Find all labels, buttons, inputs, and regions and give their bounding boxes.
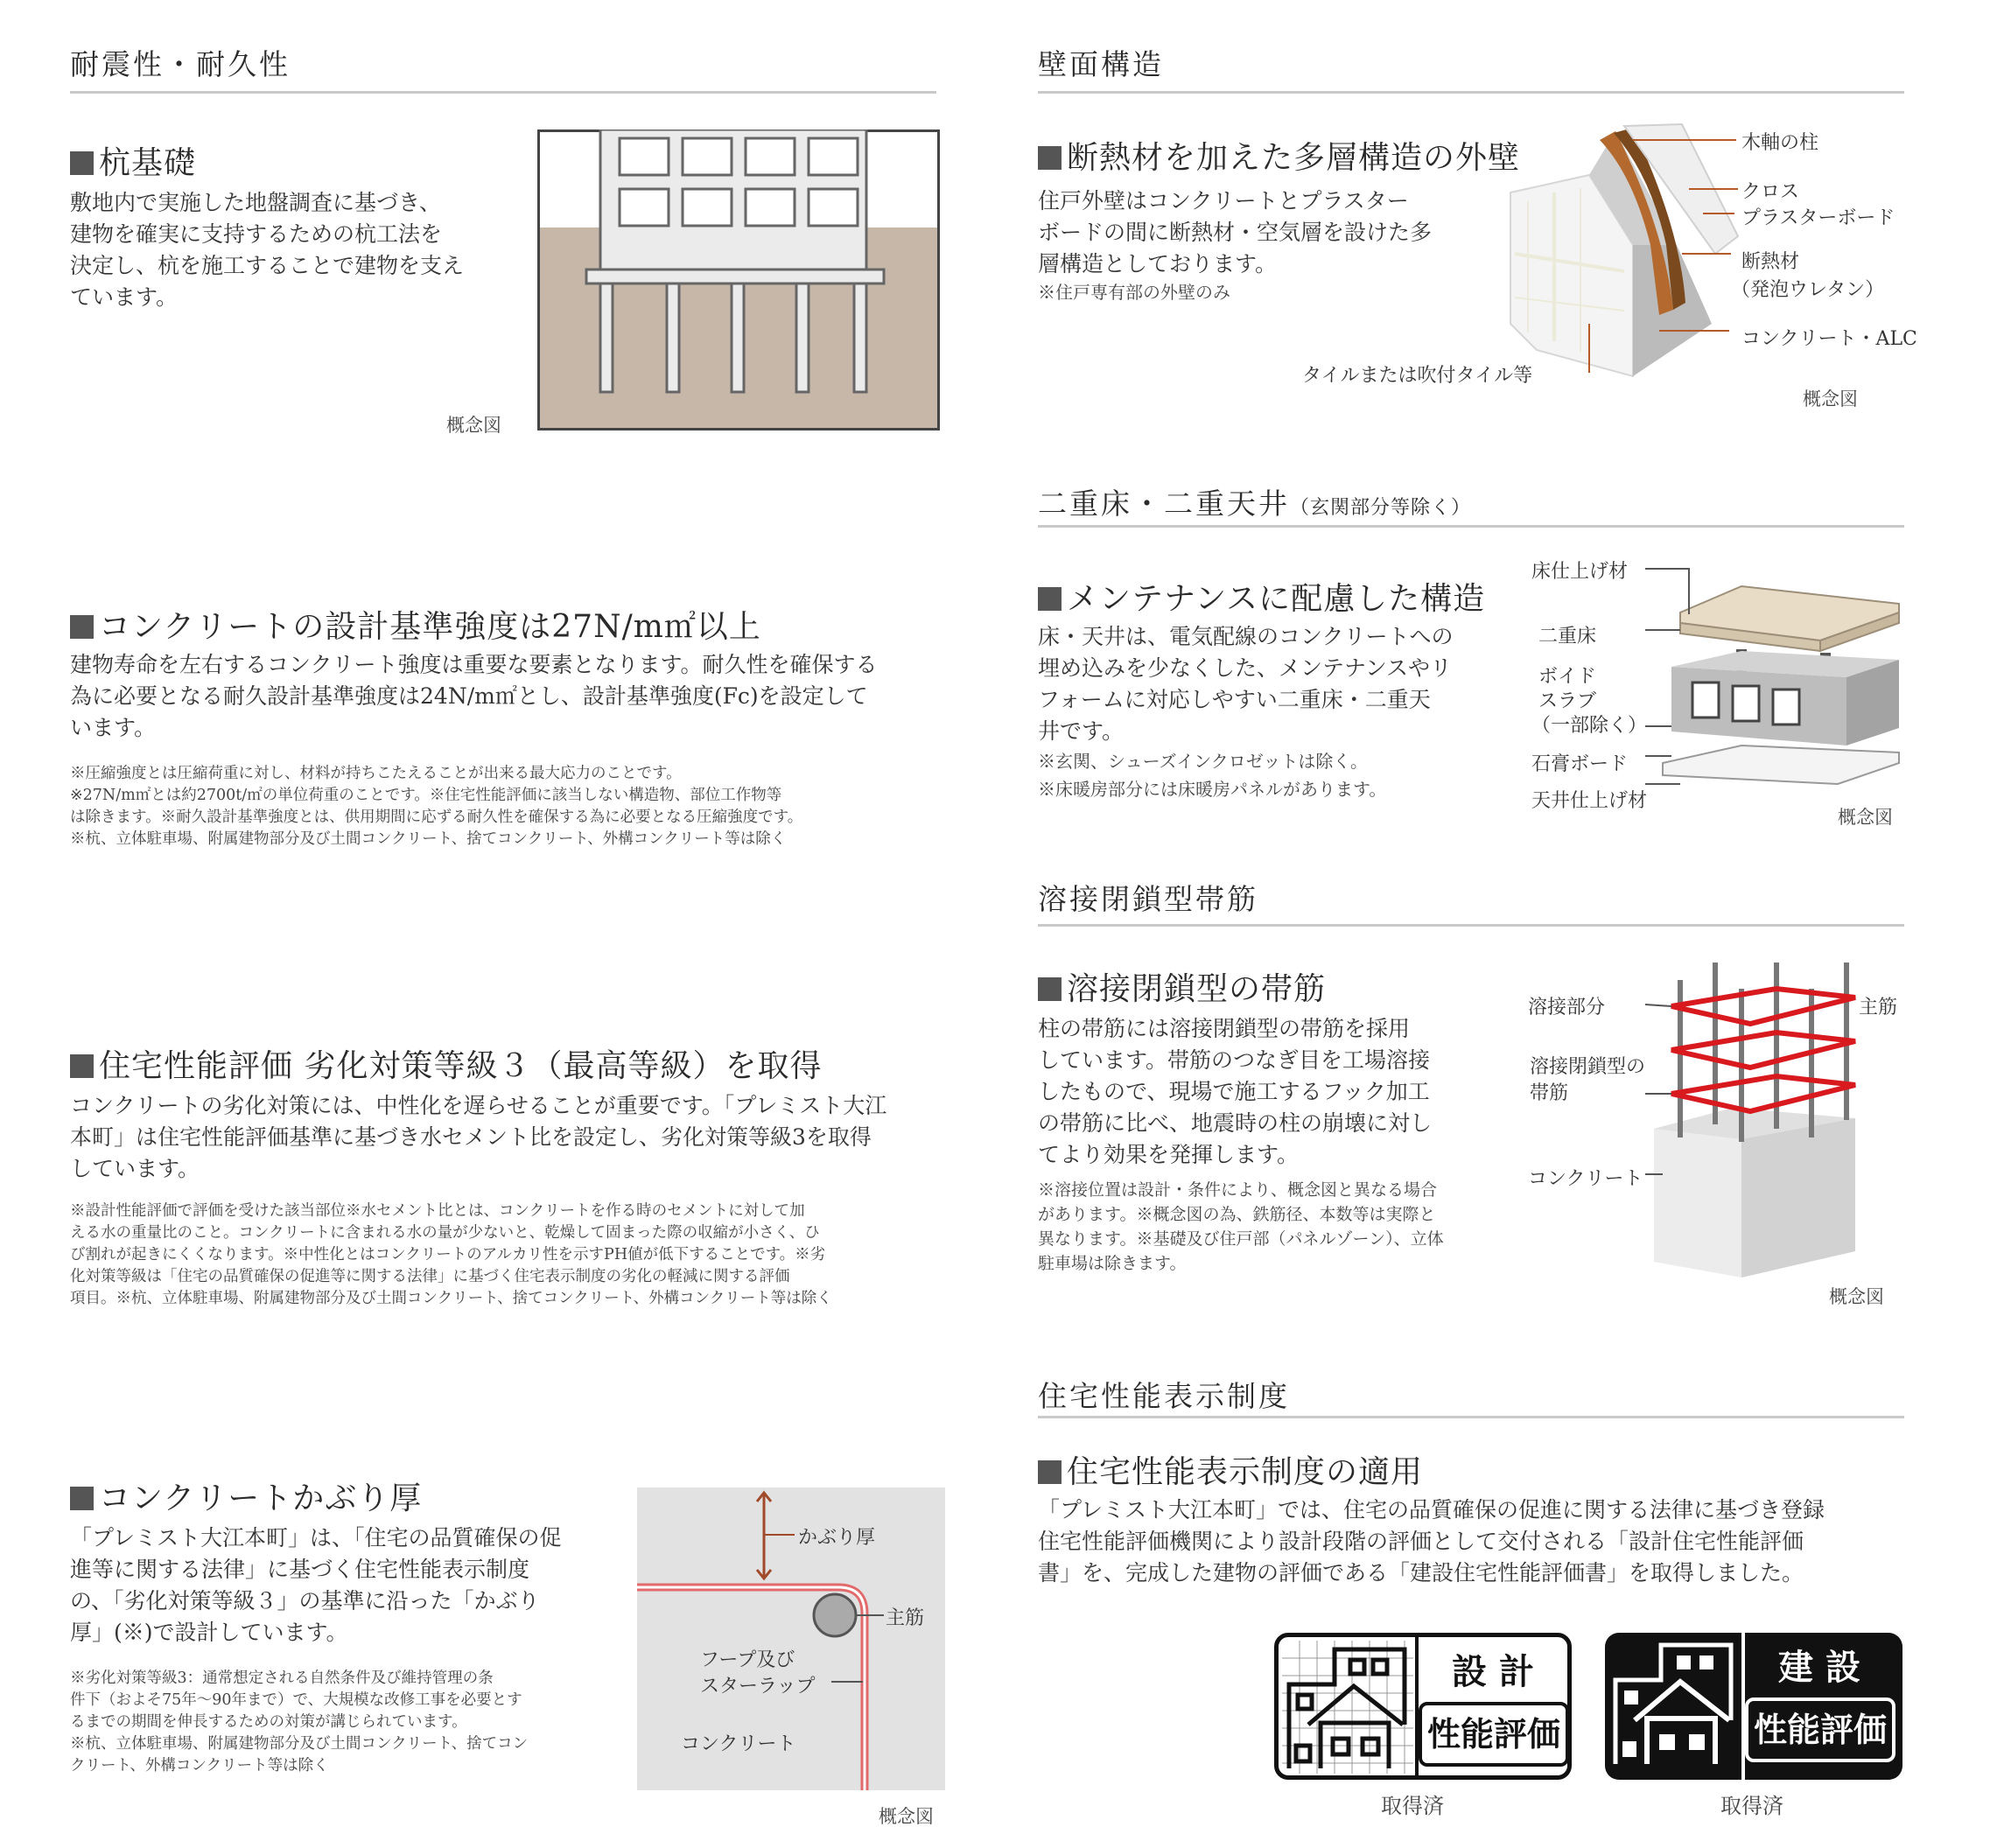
floor-body: 床・天井は、電気配線のコンクリートへの 埋め込みを少なくした、メンテナンスやリ フォームに対応しやすい二重床・二重天 井です。 [1038,624,1454,744]
label-gypsum: 石膏ボード [1531,753,1629,775]
heading-pile: 杭基礎 [70,138,196,183]
welded-hoop-diagram [1645,954,1890,1286]
strength-notes: ※圧縮強度とは圧縮荷重に対し、材料が持ちこたえることが出来る最大応力のことです。 ※27N/m㎡とは約2700t/㎡の単位荷重のことです。※住宅性能評価に該当しない構造物、部位工作物等 は除きます。※耐久設計基準強度とは、供用期間に応ずる耐久性を確保する為に必要となる圧縮強度です。 ※杭、立体駐車場、附属建物部分及び土間コンクリート、捨てコンクリート、外構コンクリート等は除く [70,765,803,848]
label-hoop-1: フープ及び [700,1649,795,1671]
strength-body: 建物寿命を左右するコンクリート強度は重要な要素となります。耐久性を確保する 為に必要となる耐久設計基準強度は24N/m㎡とし、設計基準強度(Fc)を設定して います。 [70,652,878,740]
label-double-floor: 二重床 [1538,626,1597,648]
label-plaster: プラスターボード [1741,207,1895,229]
wall-caption: 概念図 [1803,388,1858,410]
label-hoop-concrete: コンクリート [1528,1168,1643,1190]
section-rule [1038,1416,1904,1418]
square-bullet-icon [1038,977,1062,1001]
label-insulation-2: （発泡ウレタン） [1731,279,1885,301]
wall-note: ※住戸専有部の外壁のみ [1038,282,1230,303]
build-badge-caption: 取得済 [1720,1794,1783,1818]
label-weld: 溶接部分 [1528,997,1606,1018]
square-bullet-icon [1038,1460,1062,1484]
grade-notes: ※設計性能評価で評価を受けた該当部位※水セメント比とは、コンクリートを作る時のセメントに対して加 える水の重量比のこと。コンクリートに含まれる水の量が少ないと、乾燥して固まった際の収縮が小さく、ひ び割れが起きにくくなります。※中性化とはコンクリートのアルカリ性を示すPH値が低下することです。※劣 化対策等級は「住宅の品質確保の促進等に関する法律」に基づく住宅表示制度の劣化の軽減に関する評価 項目。※杭、立体駐車場、附属建物部分及び土間コンクリート、捨てコンクリート、外構コンクリート等は除く [70,1202,832,1307]
label-tile: タイルまたは吹付タイル等 [1302,365,1533,387]
design-badge-top: 設 計 [1452,1652,1534,1692]
label-hoop-2: スターラップ [700,1676,816,1698]
heading-hoop: 溶接閉鎖型の帯筋 [1038,964,1326,1009]
performance-body: 「プレミスト大江本町」では、住宅の品質確保の促進に関する法律に基づき登録 住宅性能評価機関により設計段階の評価として交付される「設計住宅性能評価 書」を、完成した建物の評価である「建設住宅性能評価書」を取得しました。 [1038,1497,1825,1586]
pile-foundation-diagram [537,130,940,430]
build-badge-bottom: 性能評価 [1745,1698,1895,1762]
hoop-notes: ※溶接位置は設計・条件により、概念図と異なる場合 があります。※概念図の為、鉄筋径、本数等は実際と 異なります。※基礎及び住戸部（パネルゾーン）、立体 駐車場は除きます。 [1038,1180,1444,1273]
hoop-caption: 概念図 [1829,1286,1884,1307]
label-pillar: 木軸の柱 [1741,132,1819,154]
building-house-icon [1608,1636,1740,1769]
label-concrete: コンクリート [681,1733,796,1755]
label-floor-finish: 床仕上げ材 [1531,561,1629,583]
design-badge-bottom: 性能評価 [1419,1702,1569,1767]
label-void-1: ボイド [1538,666,1597,688]
label-hoop-main: 主筋 [1859,997,1898,1018]
heading-wall: 断熱材を加えた多層構造の外壁 [1038,133,1520,178]
floor-caption: 概念図 [1838,807,1893,828]
cover-caption: 概念図 [879,1806,934,1827]
label-ceiling: 天井仕上げ材 [1531,790,1648,812]
construction-performance-badge [1605,1633,1902,1780]
heading-performance: 住宅性能表示制度の適用 [1038,1447,1423,1492]
label-insulation-1: 断熱材 [1741,251,1800,273]
section-title-seismic: 耐震性・耐久性 [70,47,291,81]
design-badge-caption: 取得済 [1381,1794,1444,1818]
design-performance-badge [1274,1633,1572,1780]
label-void-2: スラブ [1538,690,1597,712]
pile-body: 敷地内で実施した地盤調査に基づき、 建物を確実に支持するための杭工法を 決定し、杭を施工することで建物を支え ています。 [70,190,465,310]
section-rule [1038,91,1904,94]
label-cover: かぶり厚 [798,1527,876,1549]
label-void-3: （一部除く） [1531,715,1648,737]
pile-caption: 概念図 [446,415,501,436]
label-wall-concrete: コンクリート・ALC [1741,328,1917,350]
section-rule [70,91,936,94]
section-title-hoop: 溶接閉鎖型帯筋 [1038,882,1258,916]
square-bullet-icon [1038,146,1062,170]
cover-notes: ※劣化対策等級3：通常想定される自然条件及び維持管理の条 件下（およそ75年〜90年まで）で、大規模な改修工事を必要とす るまでの期間を伸長するための対策が講じられています。 ※杭、立体駐車場、附属建物部分及び土間コンクリート、捨てコン クリート、外構コンクリート等は除く [70,1670,529,1774]
house-grid-icon [1282,1641,1413,1774]
square-bullet-icon [1038,587,1062,611]
square-bullet-icon [70,1487,94,1510]
heading-floor: メンテナンスに配慮した構造 [1038,574,1485,619]
label-closed-1: 溶接閉鎖型の [1530,1056,1646,1078]
grade-body: コンクリートの劣化対策には、中性化を遅らせることが重要です。「プレミスト大江 本町」は住宅性能評価基準に基づき水セメント比を設定し、劣化対策等級3を取得 しています。 [70,1093,887,1181]
section-title-floor: 二重床・二重天井（玄関部分等除く） [1038,486,1472,521]
section-rule [1038,924,1904,927]
square-bullet-icon [70,1054,94,1078]
label-main-rebar: 主筋 [886,1607,925,1629]
cover-body: 「プレミスト大江本町」は、「住宅の品質確保の促 進等に関する法律」に基づく住宅性能表示制度 の、「劣化対策等級３」の基準に沿った「かぶり 厚」(※)で設計しています。 [70,1525,562,1645]
heading-strength: コンクリートの設計基準強度は27N/m㎡以上 [70,602,761,647]
wall-body: 住戸外壁はコンクリートとプラスター ボードの間に断熱材・空気層を設けた多 層構造としております。 [1038,188,1433,276]
label-closed-2: 帯筋 [1530,1082,1569,1104]
hoop-body: 柱の帯筋には溶接閉鎖型の帯筋を採用 しています。帯筋のつなぎ目を工場溶接 したもので、現場で施工するフック加工 の帯筋に比べ、地震時の柱の崩壊に対し てより効果を発揮します。 [1038,1016,1433,1167]
floor-notes: ※玄関、シューズインクロゼットは除く。 ※床暖房部分には床暖房パネルがあります。 [1038,751,1387,800]
section-title-wall: 壁面構造 [1038,47,1164,81]
heading-cover: コンクリートかぶり厚 [70,1474,422,1518]
section-title-performance: 住宅性能表示制度 [1038,1379,1290,1413]
heading-grade: 住宅性能評価 劣化対策等級３（最高等級）を取得 [70,1041,822,1086]
label-cloth: クロス [1741,181,1800,203]
section-rule [1038,525,1904,528]
square-bullet-icon [70,615,94,639]
wall-structure-diagram [1502,122,1747,385]
double-floor-diagram [1645,560,1908,805]
build-badge-top: 建 設 [1778,1648,1860,1688]
square-bullet-icon [70,151,94,175]
